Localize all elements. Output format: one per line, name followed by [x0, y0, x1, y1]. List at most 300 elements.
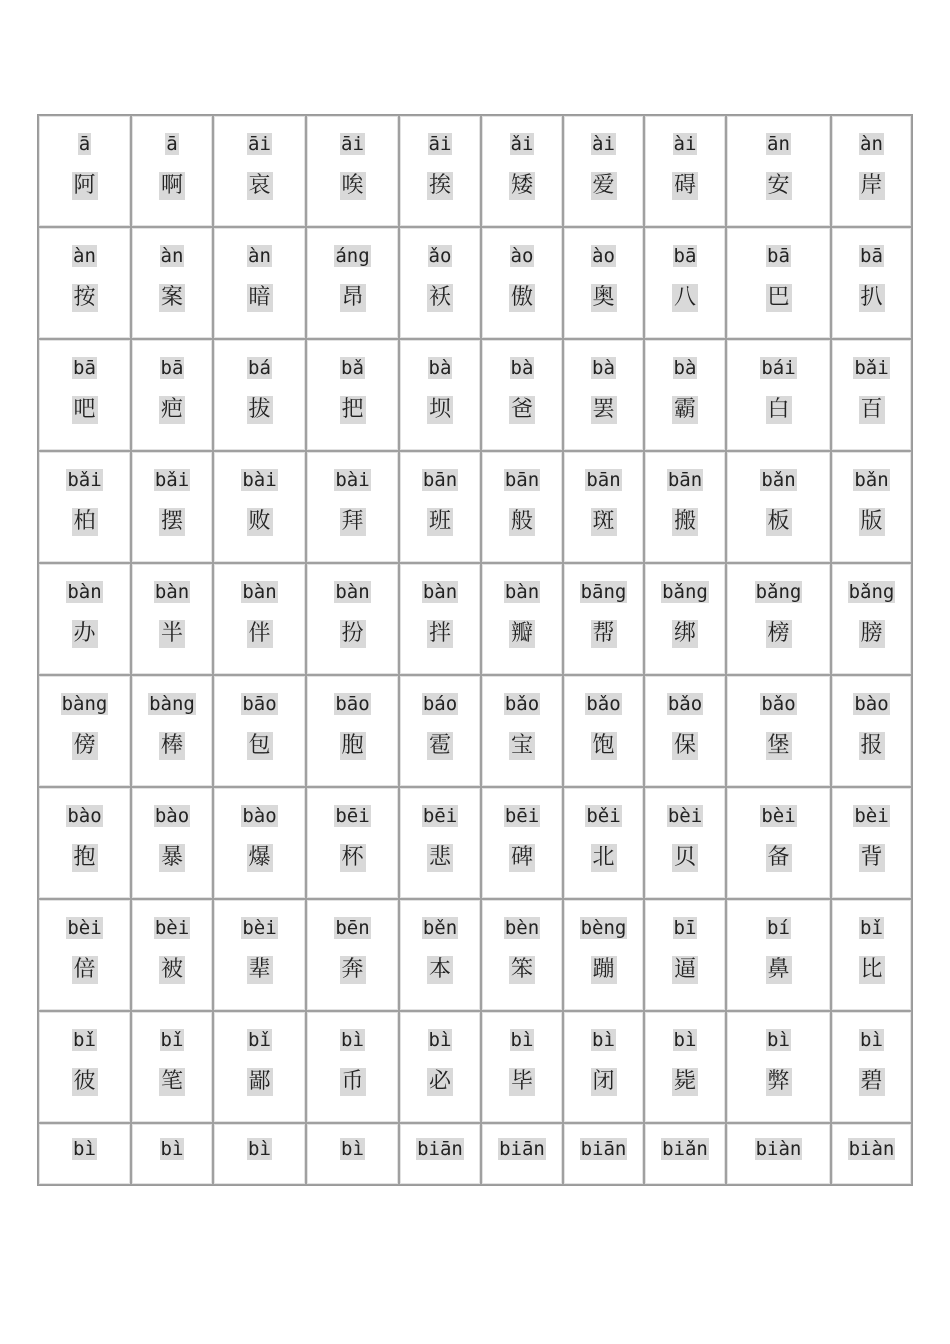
pinyin-label: bà — [673, 357, 697, 379]
character-cell — [481, 675, 563, 787]
character-cell — [644, 451, 726, 563]
hanzi-character: 棒 — [160, 733, 183, 758]
character-cell — [726, 899, 831, 1011]
table-row — [38, 227, 912, 339]
pinyin-label: biān — [417, 1138, 463, 1160]
character-cell — [831, 115, 912, 227]
hanzi-character: 比 — [860, 957, 883, 982]
hanzi-character: 被 — [160, 957, 183, 982]
hanzi-character: 倍 — [73, 957, 96, 982]
pinyin-label: àn — [860, 133, 883, 155]
character-cell — [38, 1011, 131, 1123]
pinyin-label: bà — [510, 357, 534, 379]
character-cell — [213, 1123, 306, 1185]
character-cell — [306, 675, 399, 787]
hanzi-character: 罢 — [592, 397, 615, 422]
pinyin-label: biàn — [755, 1138, 802, 1160]
hanzi-character: 膀 — [860, 621, 883, 646]
character-cell — [131, 451, 213, 563]
hanzi-character: 奔 — [341, 957, 364, 982]
character-cell — [306, 115, 399, 227]
character-cell — [563, 227, 644, 339]
hanzi-character: 雹 — [428, 733, 451, 758]
pinyin-label: bèi — [67, 917, 102, 939]
hanzi-character: 绑 — [673, 621, 696, 646]
pinyin-label: ǎi — [510, 133, 534, 155]
hanzi-character: 杯 — [341, 845, 364, 870]
hanzi-character: 闭 — [592, 1069, 615, 1094]
hanzi-character: 胞 — [341, 733, 364, 758]
character-cell — [563, 899, 644, 1011]
pinyin-label: bào — [242, 805, 277, 827]
character-cell — [399, 1011, 481, 1123]
character-cell — [481, 451, 563, 563]
hanzi-character: 柏 — [73, 509, 96, 534]
hanzi-character: 暗 — [248, 285, 271, 310]
hanzi-character: 悲 — [428, 845, 451, 870]
pinyin-label: biān — [499, 1138, 545, 1160]
pinyin-label: àn — [248, 245, 271, 267]
character-cell — [644, 339, 726, 451]
character-cell — [644, 115, 726, 227]
hanzi-character: 榜 — [767, 621, 790, 646]
character-cell — [131, 115, 213, 227]
character-cell — [481, 563, 563, 675]
hanzi-character: 版 — [860, 509, 883, 534]
pinyin-label: bā — [73, 357, 96, 379]
pinyin-label: bāng — [580, 581, 627, 603]
pinyin-label: bàn — [504, 581, 540, 603]
pinyin-label: bǎng — [848, 581, 895, 603]
character-cell — [563, 787, 644, 899]
hanzi-character: 搬 — [673, 509, 696, 534]
pinyin-label: bèn — [504, 917, 540, 939]
character-cell — [399, 115, 481, 227]
hanzi-character: 白 — [767, 397, 790, 422]
character-cell — [831, 787, 912, 899]
character-cell — [38, 1123, 131, 1185]
pinyin-label: bèi — [667, 805, 703, 827]
character-cell — [399, 339, 481, 451]
hanzi-character: 备 — [767, 845, 790, 870]
character-cell — [831, 339, 912, 451]
pinyin-label: bì — [860, 1029, 883, 1051]
character-cell — [831, 1123, 912, 1185]
character-cell — [644, 675, 726, 787]
character-cell — [726, 563, 831, 675]
hanzi-character: 宝 — [510, 733, 533, 758]
character-cell — [38, 227, 131, 339]
hanzi-character: 傲 — [510, 285, 533, 310]
hanzi-character: 坝 — [428, 397, 451, 422]
hanzi-character: 背 — [860, 845, 883, 870]
character-cell — [726, 115, 831, 227]
pinyin-label: bǎo — [586, 693, 621, 715]
pinyin-label: āi — [341, 133, 364, 155]
pinyin-label: bì — [767, 1029, 790, 1051]
pinyin-label: biān — [580, 1138, 627, 1160]
pinyin-label: bǎo — [761, 693, 796, 715]
character-cell — [831, 899, 912, 1011]
character-cell — [213, 563, 306, 675]
character-cell — [38, 563, 131, 675]
pinyin-label: bàn — [242, 581, 277, 603]
pinyin-label: bèi — [761, 805, 796, 827]
hanzi-character: 拜 — [341, 509, 364, 534]
hanzi-character: 袄 — [428, 285, 451, 310]
hanzi-character: 奥 — [592, 285, 615, 310]
hanzi-character: 贝 — [673, 845, 696, 870]
character-cell — [726, 1123, 831, 1185]
hanzi-character: 伴 — [248, 621, 271, 646]
character-cell — [563, 563, 644, 675]
hanzi-character: 半 — [160, 621, 183, 646]
pinyin-label: bǎi — [854, 357, 889, 379]
hanzi-character: 挨 — [428, 173, 451, 198]
hanzi-character: 辈 — [248, 957, 271, 982]
pinyin-label: ài — [592, 133, 615, 155]
pinyin-label: bì — [592, 1029, 615, 1051]
pinyin-label: bàng — [149, 693, 195, 715]
pinyin-label: bā — [160, 357, 184, 379]
hanzi-character: 本 — [428, 957, 451, 982]
table-row — [38, 563, 912, 675]
character-cell — [131, 1011, 213, 1123]
hanzi-character: 败 — [248, 509, 271, 534]
pinyin-label: bǎn — [854, 469, 889, 491]
pinyin-label: běi — [586, 805, 621, 827]
hanzi-character: 必 — [428, 1069, 451, 1094]
pinyin-label: bā — [860, 245, 883, 267]
hanzi-character: 啊 — [160, 173, 183, 198]
hanzi-character: 鄙 — [248, 1069, 271, 1094]
pinyin-label: bǎo — [667, 693, 703, 715]
hanzi-character: 抱 — [73, 845, 96, 870]
character-cell — [644, 227, 726, 339]
pinyin-label: bàn — [67, 581, 102, 603]
character-cell — [213, 787, 306, 899]
hanzi-character: 板 — [767, 509, 790, 534]
hanzi-character: 唉 — [341, 173, 364, 198]
character-cell — [306, 1123, 399, 1185]
pinyin-label: bà — [592, 357, 615, 379]
hanzi-character: 爱 — [592, 173, 615, 198]
hanzi-character: 霸 — [673, 397, 696, 422]
table-row — [38, 451, 912, 563]
pinyin-label: bā — [673, 245, 697, 267]
hanzi-character: 八 — [673, 285, 696, 310]
hanzi-character: 弊 — [767, 1069, 790, 1094]
hanzi-character: 傍 — [73, 733, 96, 758]
pinyin-label: biàn — [848, 1138, 895, 1160]
pinyin-label: bān — [667, 469, 703, 491]
character-cell — [213, 1011, 306, 1123]
pinyin-label: biǎn — [662, 1138, 708, 1160]
character-cell — [131, 1123, 213, 1185]
character-cell — [306, 1011, 399, 1123]
hanzi-character: 班 — [428, 509, 451, 534]
hanzi-character: 矮 — [510, 173, 533, 198]
character-cell — [563, 1011, 644, 1123]
hanzi-character: 笔 — [160, 1069, 183, 1094]
hanzi-character: 扒 — [860, 285, 883, 310]
pinyin-label: bèi — [854, 805, 889, 827]
character-cell — [644, 1011, 726, 1123]
pinyin-label: bèi — [154, 917, 190, 939]
character-cell — [644, 563, 726, 675]
pinyin-label: bǎi — [67, 469, 102, 491]
hanzi-character: 安 — [767, 173, 790, 198]
table-row — [38, 1011, 912, 1123]
hanzi-character: 办 — [73, 621, 96, 646]
character-cell — [399, 451, 481, 563]
pinyin-label: bēi — [335, 805, 370, 827]
pinyin-label: àn — [73, 245, 96, 267]
character-cell — [831, 563, 912, 675]
hanzi-character: 蹦 — [592, 957, 615, 982]
hanzi-character: 彼 — [73, 1069, 96, 1094]
pinyin-label: bì — [73, 1138, 96, 1160]
pinyin-label: bēi — [504, 805, 540, 827]
character-cell — [213, 899, 306, 1011]
pinyin-label: bàn — [154, 581, 190, 603]
character-cell — [399, 227, 481, 339]
hanzi-character: 斑 — [592, 509, 615, 534]
pinyin-label: bào — [67, 805, 102, 827]
character-cell — [831, 675, 912, 787]
hanzi-character: 笨 — [510, 957, 533, 982]
pinyin-label: ào — [510, 245, 534, 267]
character-cell — [481, 339, 563, 451]
table-row — [38, 675, 912, 787]
character-cell — [563, 675, 644, 787]
character-cell — [481, 787, 563, 899]
hanzi-character: 哀 — [248, 173, 271, 198]
pinyin-label: ào — [592, 245, 615, 267]
character-cell — [38, 675, 131, 787]
character-cell — [399, 787, 481, 899]
character-cell — [38, 899, 131, 1011]
character-cell — [831, 1011, 912, 1123]
pinyin-label: bǎi — [154, 469, 190, 491]
hanzi-character: 鼻 — [767, 957, 790, 982]
character-cell — [38, 451, 131, 563]
hanzi-character: 保 — [673, 733, 696, 758]
character-cell — [563, 339, 644, 451]
pinyin-label: báo — [422, 693, 458, 715]
character-cell — [131, 227, 213, 339]
hanzi-character: 疤 — [160, 397, 183, 422]
hanzi-character: 碑 — [510, 845, 533, 870]
hanzi-character: 按 — [73, 285, 96, 310]
hanzi-character: 阿 — [73, 173, 96, 198]
hanzi-character: 把 — [341, 397, 364, 422]
character-cell — [399, 899, 481, 1011]
pinyin-label: bí — [767, 917, 790, 939]
pinyin-label: bèi — [242, 917, 277, 939]
hanzi-character: 瓣 — [510, 621, 533, 646]
character-cell — [399, 1123, 481, 1185]
character-cell — [213, 675, 306, 787]
hanzi-character: 北 — [592, 845, 615, 870]
pinyin-label: āi — [248, 133, 271, 155]
pinyin-label: bái — [761, 357, 796, 379]
character-cell — [481, 115, 563, 227]
pinyin-label: bá — [248, 357, 271, 379]
pinyin-label: bì — [428, 1029, 452, 1051]
character-cell — [38, 787, 131, 899]
character-cell — [726, 451, 831, 563]
hanzi-character: 吧 — [73, 397, 96, 422]
character-cell — [306, 451, 399, 563]
pinyin-label: bǎng — [662, 581, 708, 603]
character-cell — [726, 227, 831, 339]
hanzi-character: 巴 — [767, 285, 790, 310]
pinyin-label: ā — [78, 133, 91, 155]
pinyin-label: bēi — [422, 805, 458, 827]
hanzi-character: 拔 — [248, 397, 271, 422]
hanzi-character: 昂 — [341, 285, 364, 310]
pinyin-label: běn — [422, 917, 458, 939]
character-cell — [481, 227, 563, 339]
pinyin-label: bǎng — [755, 581, 802, 603]
hanzi-character: 毕 — [510, 1069, 533, 1094]
character-cell — [726, 787, 831, 899]
character-cell — [38, 339, 131, 451]
pinyin-label: bàn — [422, 581, 458, 603]
character-cell — [131, 563, 213, 675]
pinyin-label: bā — [767, 245, 790, 267]
character-cell — [644, 787, 726, 899]
character-cell — [831, 227, 912, 339]
character-cell — [213, 451, 306, 563]
hanzi-character: 饱 — [592, 733, 615, 758]
hanzi-character: 扮 — [341, 621, 364, 646]
pinyin-label: bèng — [580, 917, 627, 939]
character-cell — [213, 227, 306, 339]
pinyin-label: àn — [160, 245, 184, 267]
character-cell — [644, 1123, 726, 1185]
pinyin-label: bì — [341, 1029, 364, 1051]
character-cell — [399, 563, 481, 675]
hanzi-character: 百 — [860, 397, 883, 422]
pinyin-label: bēn — [335, 917, 370, 939]
character-cell — [306, 899, 399, 1011]
pinyin-label: bào — [854, 693, 889, 715]
pinyin-label: bì — [341, 1138, 364, 1160]
character-cell — [306, 563, 399, 675]
table-row — [38, 339, 912, 451]
character-cell — [399, 675, 481, 787]
hanzi-character: 爸 — [510, 397, 533, 422]
pinyin-label: ài — [673, 133, 697, 155]
pinyin-label: bài — [335, 469, 370, 491]
pinyin-label: āi — [428, 133, 452, 155]
pinyin-character-table — [37, 114, 913, 1186]
hanzi-character: 帮 — [592, 621, 615, 646]
pinyin-label: bào — [154, 805, 190, 827]
pinyin-label: bàng — [61, 693, 108, 715]
pinyin-label: bāo — [242, 693, 277, 715]
character-cell — [306, 339, 399, 451]
hanzi-character: 暴 — [160, 845, 183, 870]
pinyin-label: bāo — [335, 693, 370, 715]
pinyin-label: ǎo — [428, 245, 452, 267]
pinyin-label: bì — [510, 1029, 534, 1051]
hanzi-character: 币 — [341, 1069, 364, 1094]
hanzi-character: 毙 — [673, 1069, 696, 1094]
hanzi-character: 报 — [860, 733, 883, 758]
character-cell — [726, 339, 831, 451]
character-cell — [306, 787, 399, 899]
pinyin-label: bǐ — [160, 1029, 184, 1051]
pinyin-label: bān — [586, 469, 621, 491]
character-cell — [131, 339, 213, 451]
hanzi-character: 碧 — [860, 1069, 883, 1094]
character-cell — [563, 115, 644, 227]
character-cell — [726, 675, 831, 787]
pinyin-label: ān — [767, 133, 790, 155]
pinyin-label: bǎ — [341, 357, 364, 379]
character-cell — [131, 787, 213, 899]
character-cell — [563, 1123, 644, 1185]
pinyin-label: bǎn — [761, 469, 796, 491]
pinyin-label: bǐ — [248, 1029, 271, 1051]
hanzi-character: 摆 — [160, 509, 183, 534]
character-cell — [481, 899, 563, 1011]
character-cell — [481, 1011, 563, 1123]
pinyin-label: áng — [335, 245, 370, 267]
pinyin-label: bǐ — [73, 1029, 96, 1051]
pinyin-label: bǐ — [860, 917, 883, 939]
hanzi-character: 拌 — [428, 621, 451, 646]
hanzi-character: 岸 — [860, 173, 883, 198]
table-row — [38, 787, 912, 899]
character-cell — [726, 1011, 831, 1123]
hanzi-character: 逼 — [673, 957, 696, 982]
pinyin-label: ā — [166, 133, 178, 155]
table-row — [38, 115, 912, 227]
pinyin-label: bài — [242, 469, 277, 491]
character-cell — [563, 451, 644, 563]
character-cell — [644, 899, 726, 1011]
pinyin-label: bī — [673, 917, 697, 939]
hanzi-character: 般 — [510, 509, 533, 534]
pinyin-label: bān — [504, 469, 540, 491]
hanzi-character: 爆 — [248, 845, 271, 870]
character-cell — [38, 115, 131, 227]
character-cell — [131, 675, 213, 787]
pinyin-label: bàn — [335, 581, 370, 603]
table-row — [38, 899, 912, 1011]
table-row — [38, 1123, 912, 1185]
character-cell — [831, 451, 912, 563]
character-cell — [131, 899, 213, 1011]
hanzi-character: 碍 — [673, 173, 696, 198]
character-cell — [481, 1123, 563, 1185]
pinyin-label: bì — [673, 1029, 697, 1051]
pinyin-label: bì — [248, 1138, 271, 1160]
character-cell — [306, 227, 399, 339]
character-cell — [213, 115, 306, 227]
pinyin-label: bà — [428, 357, 452, 379]
pinyin-label: bān — [422, 469, 458, 491]
character-cell — [213, 339, 306, 451]
pinyin-label: bǎo — [504, 693, 540, 715]
pinyin-label: bì — [160, 1138, 184, 1160]
hanzi-character: 堡 — [767, 733, 790, 758]
hanzi-character: 案 — [160, 285, 183, 310]
